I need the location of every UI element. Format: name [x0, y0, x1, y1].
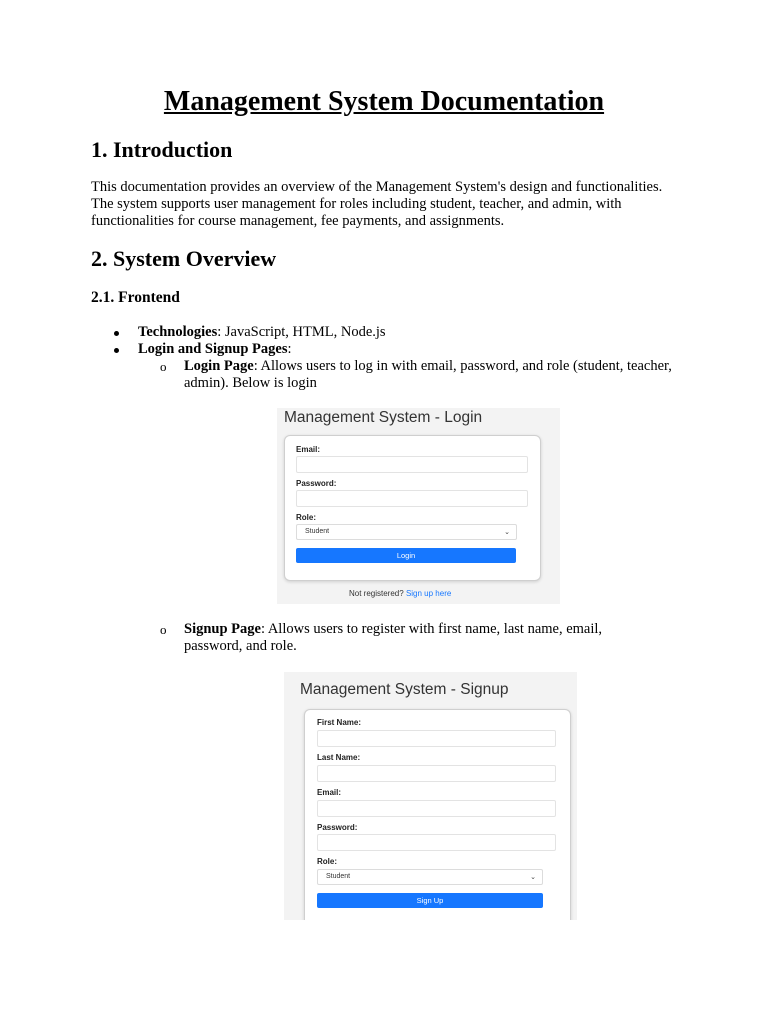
signup-page-label: Signup Page [184, 621, 261, 637]
chevron-down-icon: ⌄ [504, 529, 510, 536]
overview-heading: 2. System Overview [91, 246, 277, 271]
login-screenshot-title: Management System - Login [284, 409, 483, 426]
signup-last-name-input[interactable] [317, 765, 556, 782]
signup-page-text: : Allows users to register with first name, last name, email, password, and role. [184, 621, 603, 654]
login-role-value: Student [305, 528, 330, 535]
login-page-text: : Allows users to log in with email, password, and role (student, teacher, admin). Below is login [184, 358, 672, 391]
login-role-select[interactable] [296, 524, 517, 540]
login-screenshot [277, 408, 560, 604]
bullet-signup-page [184, 621, 664, 655]
signup-last-name-label: Last Name: [317, 753, 361, 762]
login-password-label: Password: [296, 479, 337, 488]
signup-role-select[interactable] [317, 869, 543, 885]
signup-password-input[interactable] [317, 834, 556, 851]
login-role-label: Role: [296, 513, 316, 522]
signup-email-input[interactable] [317, 800, 556, 817]
bullet-login-page [184, 358, 674, 392]
technologies-text: : JavaScript, HTML, Node.js [217, 324, 386, 340]
chevron-down-icon: ⌄ [530, 874, 536, 881]
signup-link[interactable]: Sign up here [405, 589, 452, 598]
bullet-pages [138, 341, 698, 358]
document-title: Management System Documentation [163, 86, 605, 117]
login-footer-text: Not registered? [349, 589, 404, 598]
login-password-input[interactable] [296, 490, 528, 507]
technologies-label: Technologies [138, 324, 218, 340]
signup-password-label: Password: [317, 823, 358, 832]
frontend-heading: 2.1. Frontend [91, 289, 180, 306]
signup-role-value: Student [326, 873, 351, 880]
signup-screenshot-title: Management System - Signup [300, 681, 509, 698]
bullet-dot [114, 331, 119, 336]
login-page-label: Login Page [184, 358, 254, 374]
signup-first-name-input[interactable] [317, 730, 556, 747]
intro-paragraph: This documentation provides an overview of the Management System's design and functionalities. The system supports user management for roles including student, teacher, and admin, with functionalities for course management, fee payments, and assignments. [91, 179, 663, 229]
login-footer [349, 589, 451, 598]
pages-text: : [287, 341, 292, 357]
bullet-technologies [138, 324, 698, 341]
signup-screenshot [284, 672, 577, 920]
pages-label: Login and Signup Pages [138, 341, 288, 357]
signup-button[interactable]: Sign Up [317, 893, 543, 908]
sub-bullet-marker: o [160, 359, 167, 374]
intro-heading: 1. Introduction [91, 137, 233, 162]
signup-first-name-label: First Name: [317, 718, 362, 727]
login-email-label: Email: [296, 445, 321, 454]
login-email-input[interactable] [296, 456, 528, 473]
login-button[interactable]: Login [296, 548, 516, 563]
signup-form-card [304, 709, 571, 920]
login-form-card [284, 435, 541, 581]
signup-role-label: Role: [317, 857, 337, 866]
sub-bullet-marker: o [160, 622, 167, 637]
bullet-dot [114, 348, 119, 353]
signup-email-label: Email: [317, 788, 342, 797]
